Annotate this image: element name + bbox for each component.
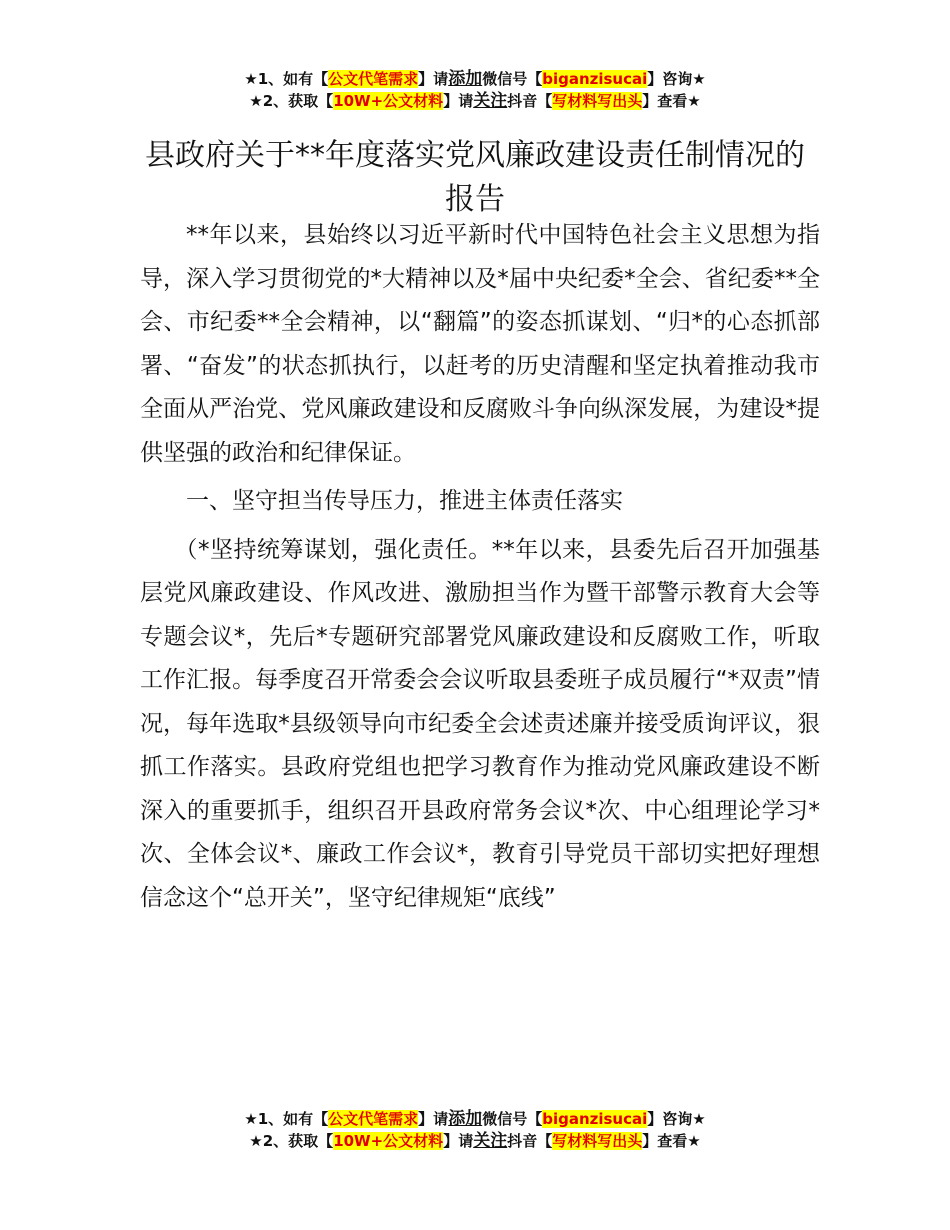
- ad-text: 抖音【: [507, 92, 553, 110]
- ad-highlight: 写材料写出头: [552, 92, 643, 110]
- ad-emphasis: 关注: [473, 1131, 508, 1151]
- ad-text: 】请: [443, 92, 474, 110]
- ad-banner-bottom: [0, 1108, 950, 1152]
- ad-text: 】咨询★: [647, 70, 706, 88]
- ad-line-1: [0, 1108, 950, 1130]
- intro-paragraph: **年以来，县始终以习近平新时代中国特色社会主义思想为指导，深入学习贯彻党的*大精神以及*届中央纪委*全会、省纪委**全会、市纪委**全会精神，以“翻篇”的姿态抓谋划、“归*的心态抓部署、“奋发”的状态抓执行，以赶考的历史清醒和坚定执着推动我市全面从严治党、党风廉政建设和反腐败斗争向纵深发展，为建设*提供坚强的政治和纪律保证。: [140, 222, 820, 466]
- ad-text: ★1、如有【: [244, 1110, 329, 1128]
- ad-text: 】请: [418, 70, 449, 88]
- ad-wechat-id: biganzisucai: [542, 1110, 648, 1128]
- ad-emphasis: 添加: [448, 1109, 483, 1129]
- ad-emphasis: 添加: [448, 69, 483, 89]
- ad-text: 】请: [418, 1110, 449, 1128]
- document-body: [140, 214, 820, 920]
- ad-line-2: [0, 1130, 950, 1152]
- ad-text: 】查看★: [642, 92, 701, 110]
- ad-text: 】请: [443, 1132, 474, 1150]
- ad-highlight: 10W+公文材料: [333, 1132, 444, 1150]
- ad-text: ★2、获取【: [249, 1132, 334, 1150]
- ad-text: ★2、获取【: [249, 92, 334, 110]
- ad-highlight: 公文代笔需求: [328, 70, 419, 88]
- ad-text: 微信号【: [482, 1110, 543, 1128]
- ad-banner-top: [0, 68, 950, 112]
- ad-text: 】咨询★: [647, 1110, 706, 1128]
- section-paragraph: （*坚持统筹谋划，强化责任。**年以来，县委先后召开加强基层党风廉政建设、作风改进、激励担当作为暨干部警示教育大会等专题会议*，先后*专题研究部署党风廉政建设和反腐败工作，听取工作汇报。每季度召开常委会会议听取县委班子成员履行“*双责”情况，每年选取*县级领导向市纪委全会述责述廉并接受质询评议，狠抓工作落实。县政府党组也把学习教育作为推动党风廉政建设不断深入的重要抓手，组织召开县政府常务会议*次、中心组理论学习*次、全体会议*、廉政工作会议*，教育引导党员干部切实把好理想信念这个“总开关”，坚守纪律规矩“底线”: [140, 536, 820, 911]
- document-title: 县政府关于**年度落实党风廉政建设责任制情况的报告: [145, 138, 805, 218]
- ad-wechat-id: biganzisucai: [542, 70, 648, 88]
- ad-text: 】查看★: [642, 1132, 701, 1150]
- ad-text: 微信号【: [482, 70, 543, 88]
- ad-highlight: 写材料写出头: [552, 1132, 643, 1150]
- ad-text: ★1、如有【: [244, 70, 329, 88]
- ad-highlight: 10W+公文材料: [333, 92, 444, 110]
- ad-highlight: 公文代笔需求: [328, 1110, 419, 1128]
- ad-line-2: [0, 90, 950, 112]
- ad-emphasis: 关注: [473, 91, 508, 111]
- ad-text: 抖音【: [507, 1132, 553, 1150]
- section-heading: 一、坚守担当传导压力，推进主体责任落实: [186, 488, 623, 514]
- ad-line-1: [0, 68, 950, 90]
